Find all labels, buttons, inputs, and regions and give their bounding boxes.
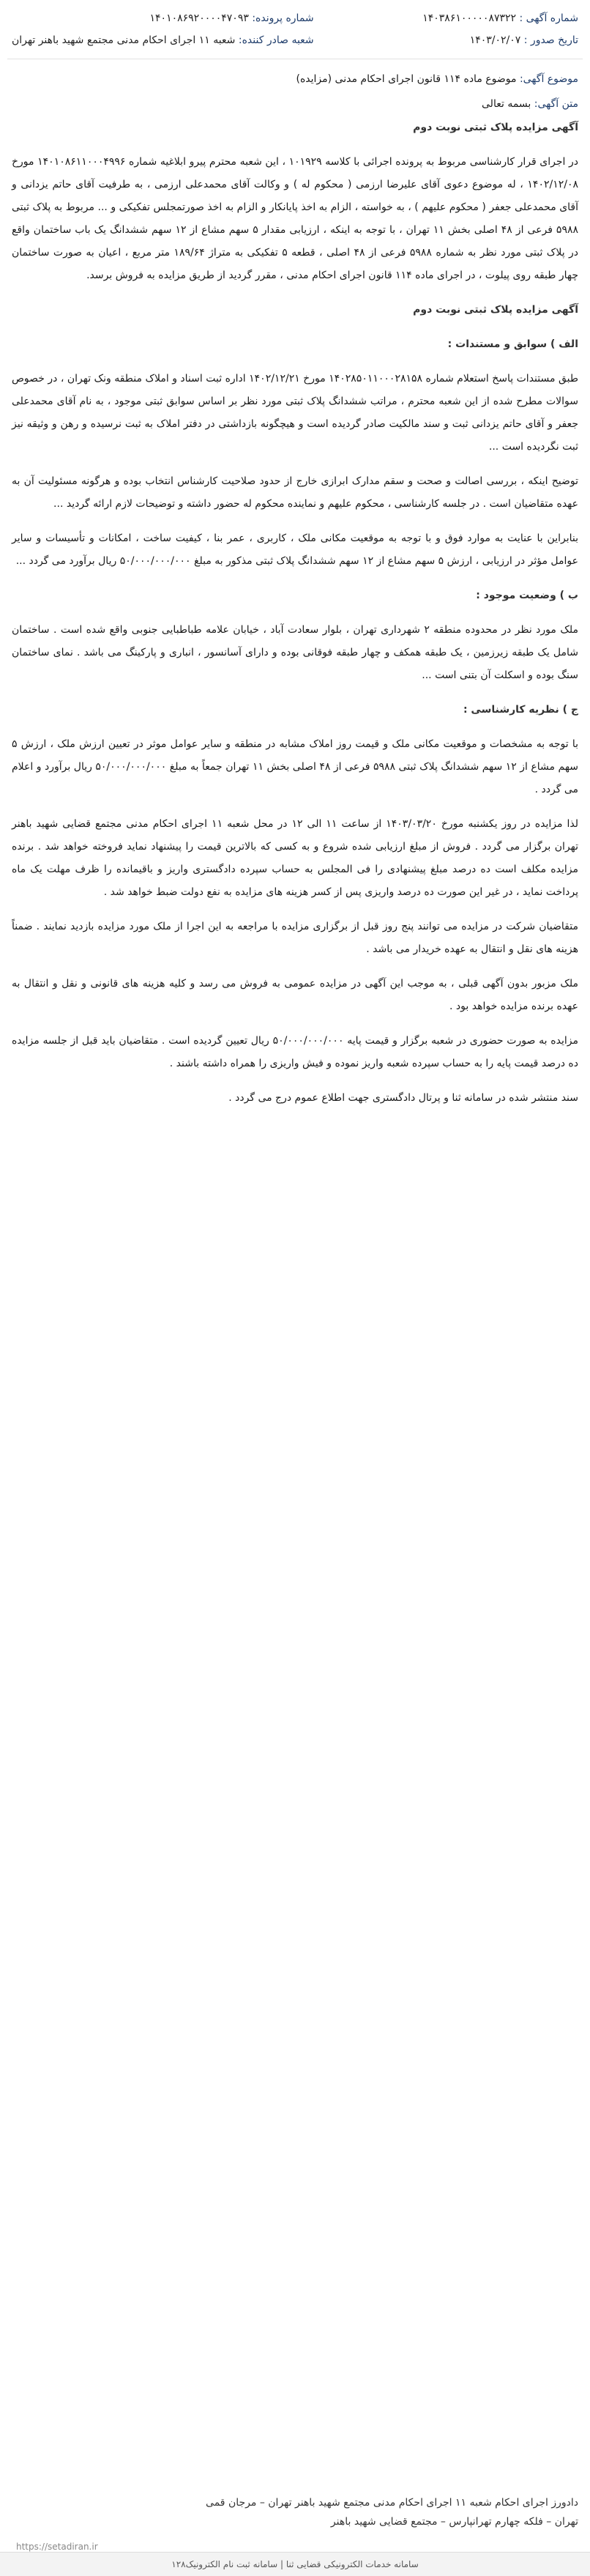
site-url[interactable]: https://setadiran.ir: [16, 2542, 98, 2552]
body-title: آگهی مزایده پلاک ثبتی نوبت دوم: [413, 122, 578, 133]
branch-name: شعبه ۱۱ اجرای احکام مدنی مجتمع شهید باهنر تهران: [12, 34, 236, 46]
notice-header: [7, 6, 583, 51]
body-paragraph: ملک مزبور بدون آگهی قبلی ، به موجب این آگهی در مزایده عمومی به فروش می رسد و کلیه هزینه های قانونی و نقل و انتقال به عهده برنده مزایده خواهد بود .: [12, 978, 578, 1012]
notice-page: [7, 6, 583, 1121]
body-subtitle: آگهی مزایده پلاک ثبتی نوبت دوم: [413, 304, 578, 316]
docket-number-label: شماره پرونده:: [252, 12, 314, 24]
bottom-bar-text: سامانه خدمات الکترونیکی قضایی ثنا | سامانه ثبت نام الکترونیک۱۲۸: [171, 2559, 419, 2569]
header-left: [12, 7, 314, 51]
body-paragraph: توضیح اینکه ، بررسی اصالت و صحت و سقم مدارک ابرازی خارج از حدود صلاحیت کارشناس انتخاب بوده و هرگونه مسئولیت آن به عهده متقاضیان است . در جلسه کارشناسی ، محکوم علیهم و نماینده محکوم له حضور داشته و توضیحات لازم ارائه گردید ...: [12, 475, 578, 510]
branch-label: شعبه صادر کننده:: [238, 34, 314, 46]
body-paragraph: ملک مورد نظر در محدوده منطقه ۲ شهرداری تهران ، بلوار سعادت آباد ، خیابان علامه طباطبایی جنوبی واقع شده است . ساختمان شامل یک طبقه زیرزمین ، یک طبقه همکف و چهار طبقه فوقانی بوده و دارای آسانسور ، انباری و پارکینگ می باشد . نمای ساختمان سنگ بوده و اسکلت آن بتنی است ...: [12, 624, 579, 681]
text-value: بسمه تعالی: [482, 98, 531, 110]
docket-number: ۱۴۰۱۰۸۶۹۲۰۰۰۰۴۷۰۹۳: [149, 12, 249, 24]
body-paragraph: در اجرای قرار کارشناسی مربوط به پرونده اجرائی با کلاسه ۱۰۱۹۲۹ ، این شعبه محترم پیرو ابلاغیه شماره ۱۴۰۱۰۸۶۱۱۰۰۰۴۹۹۶ مورخ ۱۴۰۲/۱۲/۰۸ ، له موضوع دعوی آقای علیرضا ارزمی ( محکوم له ) و وکالت آقای محمدعلی ارزمی ، به طرفیت آقای حاتم یزدانی و آقای محمدعلی جعفر ( محکوم علیهم ) ، به خواسته ، الزام به اخذ پایانکار و الزام به اخذ صورتمجلس تفکیکی و ... مربوط به پلاک ثبتی ۵۹۸۸ فرعی از ۴۸ اصلی بخش ۱۱ تهران ، با توجه به اینکه ، ارزیابی مقدار ۵ سهم مشاع از ۱۲ سهم ششدانگ یک باب ساختمان واقع در پلاک ثبتی مورد نظر به شماره ۵۹۸۸ فرعی از ۴۸ اصلی ، قطعه ۵ تفکیکی به متراژ ۱۸۹/۶۴ متر مربع ، اعیان به صورت ساختمان چهار طبقه روی پیلوت ، در اجرای ماده ۱۱۴ قانون اجرای احکام مدنی ، مقرر گردید از طریق مزایده به فروش برسد.: [12, 156, 579, 281]
issue-date-label: تاریخ صدور :: [523, 34, 578, 46]
notice-number: ۱۴۰۳۸۶۱۰۰۰۰۰۸۷۳۲۲: [422, 12, 517, 24]
notice-body: [7, 116, 583, 1110]
body-paragraph: سند منتشر شده در سامانه ثنا و پرتال دادگستری جهت اطلاع عموم درج می گردد .: [228, 1092, 578, 1104]
body-paragraph: با توجه به مشخصات و موقعیت مکانی ملک و قیمت روز املاک مشابه در منطقه و سایر عوامل موثر در تعیین ارزش ملک ، ارزش ۵ سهم مشاع از ۱۲ سهم ششدانگ پلاک ثبتی ۵۹۸۸ فرعی از ۴۸ اصلی بخش ۱۱ تهران جمعاً به مبلغ ۵۰/۰۰۰/۰۰۰/۰۰۰ ریال برآورد و اعلام می گردد .: [12, 738, 579, 795]
body-paragraph: مزایده به صورت حضوری در شعبه برگزار و قیمت پایه ۵۰/۰۰۰/۰۰۰/۰۰۰ ریال تعیین گردیده است . متقاضیان باید قبل از جلسه مزایده ده درصد قیمت پایه را به حساب سپرده شعبه واریز نموده و فیش واریزی را همراه داشته باشند .: [12, 1035, 578, 1069]
bottom-bar: [0, 2552, 590, 2576]
notice-meta: [7, 67, 583, 116]
subject-value: موضوع ماده ۱۱۴ قانون اجرای احکام مدنی (مزایده): [296, 73, 517, 85]
section-heading: الف ) سوابق و مستندات :: [447, 338, 578, 350]
signature-line: دادورز اجرای احکام شعبه ۱۱ اجرای احکام مدنی مجتمع شهید باهنر تهران – مرجان قمی: [206, 2497, 578, 2509]
body-paragraph: متقاضیان شرکت در مزایده می توانند پنج روز قبل از برگزاری مزایده با مراجعه به این اجرا از ملک مورد مزایده بازدید نمایند . ضمناً هزینه های نقل و انتقال به عهده خریدار می باشد .: [12, 921, 578, 955]
header-right: [422, 7, 578, 51]
body-paragraph: طبق مستندات پاسخ استعلام شماره ۱۴۰۲۸۵۰۱۱۰۰۰۲۸۱۵۸ مورخ ۱۴۰۲/۱۲/۲۱ اداره ثبت اسناد و املاک منطقه ونک تهران ، در خصوص سوالات مطرح شده از این شعبه محترم ، مراتب ششدانگ پلاک ثبتی مورد نظر بر اساس سوابق ثبتی موجود ، به نام آقای محمدعلی جعفر و آقای حاتم یزدانی ثبت و سند مالکیت صادر گردیده است و هیچگونه بازداشتی در دفتر املاک به ثبت نرسیده و رهن و وثیقه نیز ثبت نگردیده است ...: [12, 373, 578, 453]
body-paragraph: لذا مزایده در روز یکشنبه مورخ ۱۴۰۳/۰۳/۲۰ از ساعت ۱۱ الی ۱۲ در محل شعبه ۱۱ اجرای احکام مدنی مجتمع قضایی شهید باهنر تهران برگزار می گردد . فروش از مبلغ ارزیابی شده شروع و به کسی که بالاترین قیمت را پیشنهاد نماید فروخته خواهد شد . برنده مزایده مکلف است ده درصد مبلغ پیشنهادی را فی المجلس به حساب سپرده دادگستری واریز و باقیمانده را ظرف مهلت یک ماه پرداخت نماید ، در غیر این صورت ده درصد واریزی پس از کسر هزینه های مزایده به نفع دولت ضبط خواهد شد .: [12, 818, 578, 898]
text-label: متن آگهی:: [534, 98, 578, 110]
subject-label: موضوع آگهی:: [519, 73, 578, 85]
address-line: تهران – فلکه چهارم تهرانپارس – مجتمع قضایی شهید باهنر: [330, 2516, 578, 2528]
body-paragraph: بنابراین با عنایت به موارد فوق و با توجه به موقعیت مکانی ملک ، کاربری ، عمر بنا ، کیفیت ساخت ، امکانات و تأسیسات و سایر عوامل مؤثر در ارزیابی ، ارزش ۵ سهم مشاع از ۱۲ سهم ششدانگ پلاک ثبتی مذکور به مبلغ ۵۰/۰۰۰/۰۰۰/۰۰۰ ریال برآورد می گردد ...: [12, 532, 578, 567]
section-heading: ب ) وضعیت موجود :: [476, 590, 578, 601]
notice-footer: [7, 2493, 583, 2556]
issue-date: ۱۴۰۳/۰۲/۰۷: [469, 34, 521, 46]
section-heading: ج ) نظریه کارشناسی :: [463, 704, 578, 716]
notice-number-label: شماره آگهی :: [519, 12, 578, 24]
